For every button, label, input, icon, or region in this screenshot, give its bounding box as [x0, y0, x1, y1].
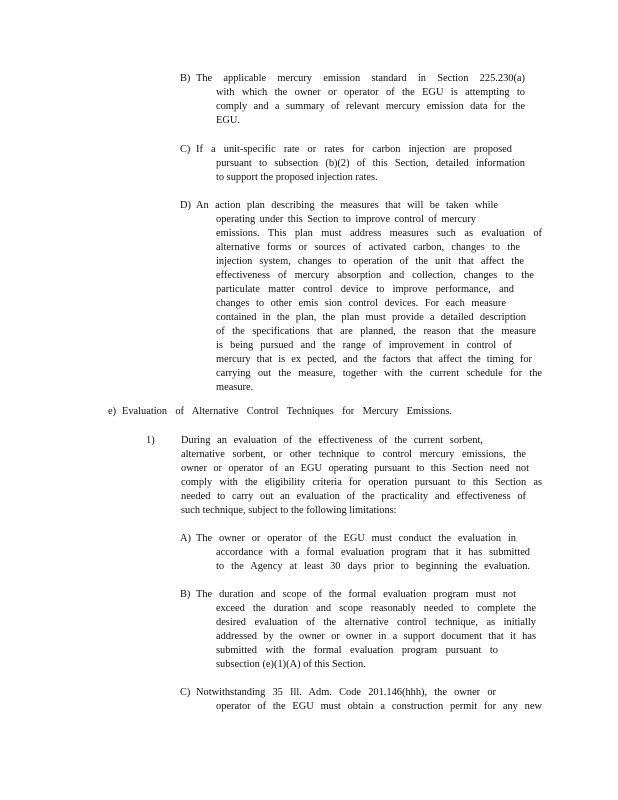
text-line: operating under this Section to improve control of mercury: [216, 214, 476, 225]
text-line: An action plan describing the measures that will be taken while: [196, 200, 498, 211]
text-line: mercury that is ex pected, and the factors that affect the timing for: [216, 354, 532, 365]
item-label: D): [180, 200, 191, 211]
item-label: 1): [146, 435, 155, 446]
text-line: addressed by the owner or owner in a support document that it has: [216, 631, 536, 642]
text-line: operator of the EGU must obtain a construction permit for any new: [216, 701, 542, 712]
text-line: measure.: [216, 382, 254, 393]
text-line: changes to other emis sion control devices. For each measure: [216, 298, 506, 309]
paragraph-c-top: [180, 143, 525, 185]
paragraph-b-top: [180, 72, 525, 128]
text-line: alternative sorbent, or other technique to control mercury emissions, the: [181, 449, 526, 460]
text-line: If a unit-specific rate or rates for carbon injection are proposed: [196, 144, 512, 155]
item-label: C): [180, 687, 191, 698]
paragraph-c-bottom: [180, 686, 542, 714]
item-label: B): [180, 73, 191, 84]
text-line: needed to carry out an evaluation of the practicality and effectiveness of: [181, 491, 526, 502]
text-line: The applicable mercury emission standard in Section 225.230(a): [196, 73, 525, 84]
text-line: of the specifications that are planned, the reason that the measure: [216, 326, 536, 337]
text-line: During an evaluation of the effectiveness of the current sorbent,: [181, 435, 483, 446]
text-line: to support the proposed injection rates.: [216, 172, 378, 183]
text-line: submitted with the formal evaluation program pursuant to: [216, 645, 498, 656]
text-line: such technique, subject to the following limitations:: [181, 505, 397, 516]
item-label: C): [180, 144, 191, 155]
text-line: effectiveness of mercury absorption and collection, changes to the: [216, 270, 534, 281]
text-line: accordance with a formal evaluation program that it has submitted: [216, 547, 530, 558]
text-line: emissions. This plan must address measures such as evaluation of: [216, 228, 542, 239]
text-line: alternative forms or sources of activated carbon, changes to the: [216, 242, 520, 253]
text-line: contained in the plan, the plan must provide a detailed description: [216, 312, 526, 323]
item-label: B): [180, 589, 191, 600]
text-line: owner or operator of an EGU operating pursuant to this Section need not: [181, 463, 529, 474]
paragraph-a-bottom: [180, 532, 530, 574]
text-line: pursuant to subsection (b)(2) of this Section, detailed information: [216, 158, 525, 169]
text-line: injection system, changes to operation of the unit that affect the: [216, 256, 524, 267]
text-line: carrying out the measure, together with the current schedule for the: [216, 368, 542, 379]
text-line: Notwithstanding 35 Ill. Adm. Code 201.146(hhh), the owner or: [196, 687, 496, 698]
text-line: subsection (e)(1)(A) of this Section.: [216, 659, 366, 670]
section-heading-text: Evaluation of Alternative Control Techniques for Mercury Emissions.: [122, 406, 452, 417]
text-line: comply and a summary of relevant mercury emission data for the: [216, 101, 525, 112]
item-label: A): [180, 533, 191, 544]
text-line: to the Agency at least 30 days prior to beginning the evaluation.: [216, 561, 530, 572]
text-line: exceed the duration and scope reasonably needed to complete the: [216, 603, 536, 614]
text-line: The owner or operator of the EGU must conduct the evaluation in: [196, 533, 516, 544]
section-label: e): [108, 406, 117, 417]
text-line: with which the owner or operator of the EGU is attempting to: [216, 87, 525, 98]
paragraph-d-top: [180, 199, 542, 395]
text-line: comply with the eligibility criteria for operation pursuant to this Section as: [181, 477, 542, 488]
text-line: The duration and scope of the formal evaluation program must not: [196, 589, 516, 600]
paragraph-b-bottom: [180, 588, 536, 672]
text-line: EGU.: [216, 115, 240, 126]
text-line: particulate matter control device to improve performance, and: [216, 284, 514, 295]
text-line: desired evaluation of the alternative control technique, as initially: [216, 617, 536, 628]
paragraph-1: [146, 434, 542, 518]
text-line: is being pursued and the range of improvement in control of: [216, 340, 512, 351]
